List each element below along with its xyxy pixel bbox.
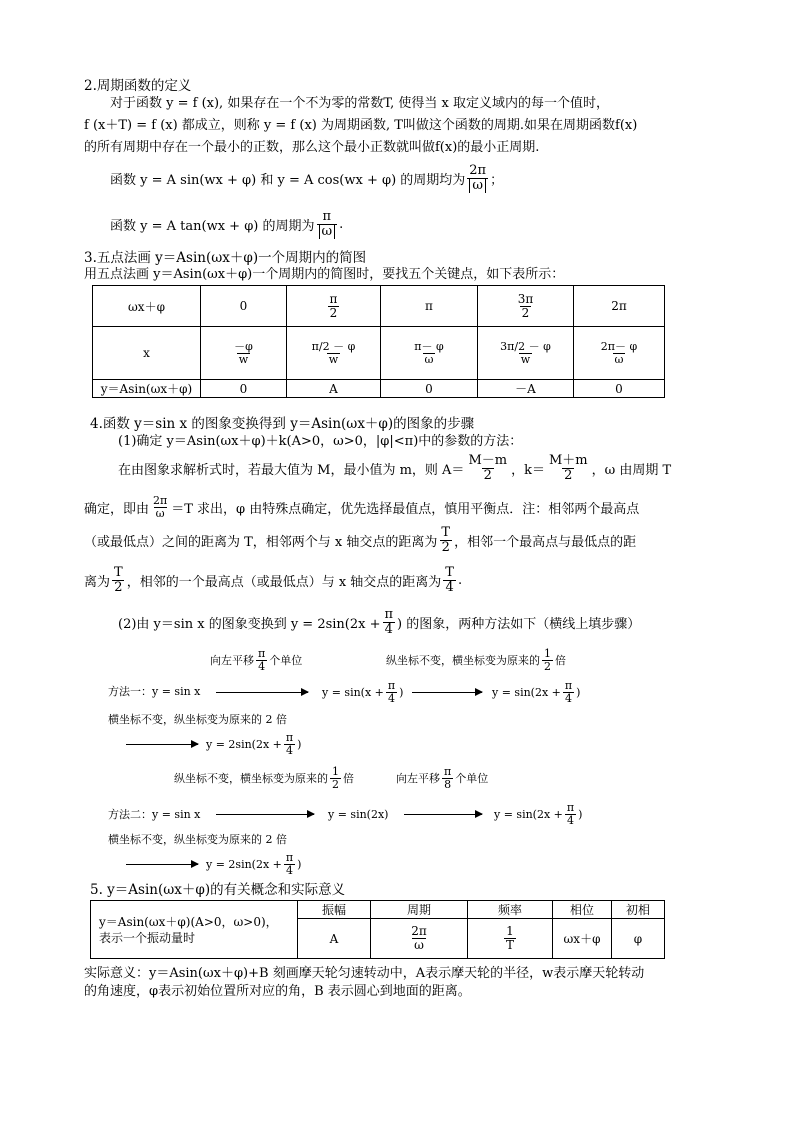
s2-line-4-text: 函数 y = A sin(wx + φ) 和 y = A cos(wx + φ) 的周期均为 — [110, 172, 466, 188]
expr-end: ) — [576, 685, 581, 699]
expr-text: y = sin(2x + — [494, 807, 563, 821]
cell-num: π/2 － φ — [311, 339, 356, 353]
s4-line-2 — [84, 490, 639, 524]
half-period-den: 2 — [441, 539, 450, 555]
s4-line-1-end: ，ω 由周期 T — [591, 462, 672, 478]
s2-line-1: 对于函数 y = f (x), 如果存在一个不为零的常数T, 使得当 x 取定义域内的每一个值时， — [110, 96, 609, 111]
cell-den: ω — [614, 352, 624, 366]
expr-end: ) — [297, 857, 302, 871]
m1-expr-2 — [322, 676, 403, 708]
header-phase: 相位 — [553, 901, 612, 919]
cell-den: 2 — [521, 305, 530, 320]
cell: －A — [478, 380, 574, 398]
m2-step-3: 横坐标不变，纵坐标变为原来的 2 倍 — [108, 833, 287, 846]
cell — [381, 327, 478, 380]
k-denominator: 2 — [564, 467, 573, 483]
s2-line-5-end: . — [339, 216, 344, 232]
frac-den: 8 — [444, 777, 452, 791]
s4-line-2-end: ＝T 求出，φ 由特殊点确定，优先选择最值点，慎用平衡点．注：相邻两个最高点 — [171, 501, 640, 517]
expr-end: ) — [297, 737, 302, 751]
m2-expr-4 — [206, 848, 301, 880]
amp-numerator: M－m — [468, 452, 508, 468]
frac-num: 1 — [506, 924, 514, 939]
meaning-line-2: 的角速度，φ表示初始位置所对应的角，B 表示圆心到地面的距离。 — [84, 984, 471, 999]
frac-den: 2 — [332, 777, 339, 791]
cell: 0 — [201, 380, 287, 398]
frac-den: 4 — [565, 691, 572, 705]
cell-num: π－ φ — [414, 339, 444, 353]
section-4-title: 4.函数 y＝sin x 的图象变换得到 y＝Asin(ωx＋φ)的图象的步骤 — [90, 416, 475, 432]
meaning-line-1: 实际意义：y＝Asin(ωx＋φ)+B 刻画摩天轮匀速转动中，A表示摩天轮的半径，w表示摩天轮转动 — [84, 966, 645, 981]
cell: π — [381, 286, 478, 327]
cell-den: ω — [424, 352, 434, 366]
quarter-period-den: 4 — [445, 579, 454, 595]
amp-denominator: 2 — [483, 467, 492, 483]
cell: 2π — [574, 286, 665, 327]
value-frequency — [468, 919, 553, 959]
s4-sub-2-end: ) 的图象，两种方法如下（横线上填步骤） — [397, 616, 641, 632]
m1-step-1 — [210, 645, 302, 675]
frac-den: 4 — [286, 863, 293, 877]
m2-expr-2: y = sin(2x) — [328, 808, 389, 821]
expr-end: ) — [399, 685, 404, 699]
frac-den: 4 — [388, 691, 395, 705]
value-amplitude: A — [298, 919, 371, 959]
cell — [287, 286, 381, 327]
m1-step-3: 横坐标不变，纵坐标变为原来的 2 倍 — [108, 713, 287, 726]
section-2-title: 2.周期函数的定义 — [84, 78, 192, 94]
cell-den: w — [238, 352, 249, 366]
tan-period-denominator: ω — [319, 224, 336, 239]
m2-step-2-end: 个单位 — [455, 772, 489, 785]
pi-den: 4 — [384, 621, 393, 637]
m1-step-1-text: 向左平移 — [210, 654, 254, 667]
frac-num: 1 — [332, 764, 339, 778]
m1-expr-3 — [492, 676, 580, 708]
cell — [574, 327, 665, 380]
expr-text: y = sin(2x + — [492, 685, 561, 699]
frac-num: π — [564, 678, 573, 692]
frac-num: π — [285, 730, 294, 744]
frac-den: 2 — [544, 659, 551, 673]
m2-step-1 — [174, 763, 354, 793]
cell — [201, 327, 287, 380]
k-numerator: M＋m — [548, 452, 588, 468]
frac-den: 4 — [567, 813, 574, 827]
m1-step-1-end: 个单位 — [269, 654, 303, 667]
half-period-num: T — [114, 564, 123, 580]
s4-line-3-text: （或最低点）之间的距离为 T，相邻两个与 x 轴交点的距离为 — [84, 534, 438, 550]
s4-line-3-end: ，相邻一个最高点与最低点的距 — [454, 534, 637, 550]
row-label-y: y＝Asin(ωx＋φ) — [93, 380, 201, 398]
s2-line-4-end: ； — [490, 172, 504, 188]
m1-step-2-end: 倍 — [555, 654, 566, 667]
cell — [478, 327, 574, 380]
expr-end: ) — [578, 807, 583, 821]
s4-line-1 — [118, 450, 671, 486]
m1-step-2 — [386, 645, 566, 675]
arrow-icon — [404, 814, 482, 815]
m1-label: 方法一：y = sin x — [108, 685, 201, 698]
s4-line-4 — [84, 562, 462, 598]
half-period-num: T — [441, 524, 451, 540]
concept-row-label — [91, 901, 298, 959]
expr-text: y = 2sin(2x + — [206, 857, 282, 871]
s4-sub-2-text: (2)由 y＝sin x 的图象变换到 y = 2sin(2x + — [118, 616, 381, 632]
s4-line-1-mid: ，k＝ — [511, 462, 545, 478]
frac-num: 1 — [544, 646, 551, 660]
expr-text: y = 2sin(2x + — [206, 737, 282, 751]
s4-sub-2 — [118, 604, 640, 640]
frac-den: 4 — [286, 743, 293, 757]
s2-line-2: f (x＋T) = f (x) 都成立，则称 y = f (x) 为周期函数, T叫做这个函数的周期.如果在周期函数f(x) — [84, 118, 638, 133]
period-denominator: ω — [469, 178, 486, 193]
s2-line-5 — [110, 204, 343, 244]
pi-num: π — [384, 606, 394, 622]
omega-denominator: ω — [155, 506, 165, 520]
cell — [478, 286, 574, 327]
m2-step-2-text: 向左平移 — [396, 772, 440, 785]
header-period: 周期 — [371, 901, 468, 919]
value-phase: ωx＋φ — [553, 919, 612, 959]
m2-step-1-text: 纵坐标不变，横坐标变为原来的 — [174, 772, 328, 785]
s4-line-4-end: . — [457, 572, 463, 588]
s3-intro: 用五点法画 y＝Asin(ωx＋φ)一个周期内的简图时，要找五个关键点，如下表所示： — [84, 267, 565, 282]
cell-num: －φ — [234, 339, 253, 353]
header-initial-phase: 初相 — [612, 901, 665, 919]
m2-step-2 — [396, 763, 488, 793]
frac-num: π — [444, 764, 452, 778]
cell-num: 2π－ φ — [600, 339, 638, 353]
m2-label: 方法二：y = sin x — [108, 808, 201, 821]
value-initial-phase: φ — [612, 919, 665, 959]
period-fraction — [467, 164, 488, 192]
frac-num: π — [285, 850, 294, 864]
cell-den: w — [520, 352, 531, 366]
cell: 0 — [574, 380, 665, 398]
s2-line-4 — [110, 158, 503, 198]
omega-numerator: 2π — [153, 493, 168, 507]
cell: 0 — [201, 286, 287, 327]
m1-step-2-text: 纵坐标不变，横坐标变为原来的 — [386, 654, 540, 667]
frac-num: 2π — [411, 924, 427, 939]
s4-sub-1: (1)确定 y＝Asin(ωx＋φ)＋k(A>0，ω>0，|φ|<π)中的参数的方法： — [118, 434, 523, 449]
cell-den: w — [328, 352, 339, 366]
frac-num: π — [566, 800, 575, 814]
s4-line-4-mid: ，相邻的一个最高点（或最低点）与 x 轴交点的距离为 — [126, 574, 442, 590]
header-frequency: 频率 — [468, 901, 553, 919]
cell-num: 3π/2 － φ — [500, 339, 551, 353]
m2-expr-3 — [494, 798, 582, 830]
tan-period-numerator: π — [322, 208, 332, 224]
frac-num: π — [387, 678, 396, 692]
concept-row-label-2: 表示一个振动量时 — [99, 930, 196, 945]
concept-table — [90, 900, 665, 959]
s2-line-3: 的所有周期中存在一个最小的正数，那么这个最小正数就叫做f(x)的最小正周期. — [84, 140, 540, 155]
cell: A — [287, 380, 381, 398]
m1-expr-4 — [206, 728, 301, 760]
s4-line-4-text: 离为 — [84, 574, 111, 590]
concept-row-label-1: y＝Asin(ωx＋φ)(A>0，ω>0)， — [99, 914, 278, 929]
arrow-icon — [412, 692, 482, 693]
period-numerator: 2π — [469, 162, 487, 178]
frac-den: T — [505, 938, 514, 952]
arrow-icon — [216, 814, 314, 815]
s4-line-2-text: 确定，即由 — [84, 501, 150, 517]
quarter-period-num: T — [445, 564, 454, 580]
tan-period-fraction — [317, 210, 338, 238]
cell-num: π — [329, 291, 338, 306]
cell — [287, 327, 381, 380]
frac-num: π — [258, 646, 266, 660]
m2-step-1-end: 倍 — [343, 772, 354, 785]
arrow-icon — [126, 864, 198, 865]
s4-line-3 — [84, 522, 636, 558]
value-period — [371, 919, 468, 959]
frac-den: ω — [414, 938, 424, 952]
cell-num: 3π — [517, 291, 534, 306]
section-3-title: 3.五点法画 y＝Asin(ωx＋φ)一个周期内的简图 — [84, 250, 367, 266]
half-period-den: 2 — [114, 579, 123, 595]
section-5-title: 5. y＝Asin(ωx＋φ)的有关概念和实际意义 — [90, 882, 346, 898]
row-label-x: x — [93, 327, 201, 380]
cell: 0 — [381, 380, 478, 398]
expr-text: y = sin(x + — [322, 685, 384, 699]
header-amplitude: 振幅 — [298, 901, 371, 919]
cell-den: 2 — [329, 305, 338, 320]
row-label-phase: ωx＋φ — [93, 286, 201, 327]
arrow-icon — [126, 744, 198, 745]
s4-line-1-text: 在由图象求解析式时，若最大值为 M，最小值为 m，则 A＝ — [118, 462, 465, 478]
s2-line-5-text: 函数 y = A tan(wx + φ) 的周期为 — [110, 218, 315, 234]
arrow-icon — [216, 692, 308, 693]
five-point-table — [92, 285, 665, 398]
frac-den: 4 — [258, 659, 266, 673]
